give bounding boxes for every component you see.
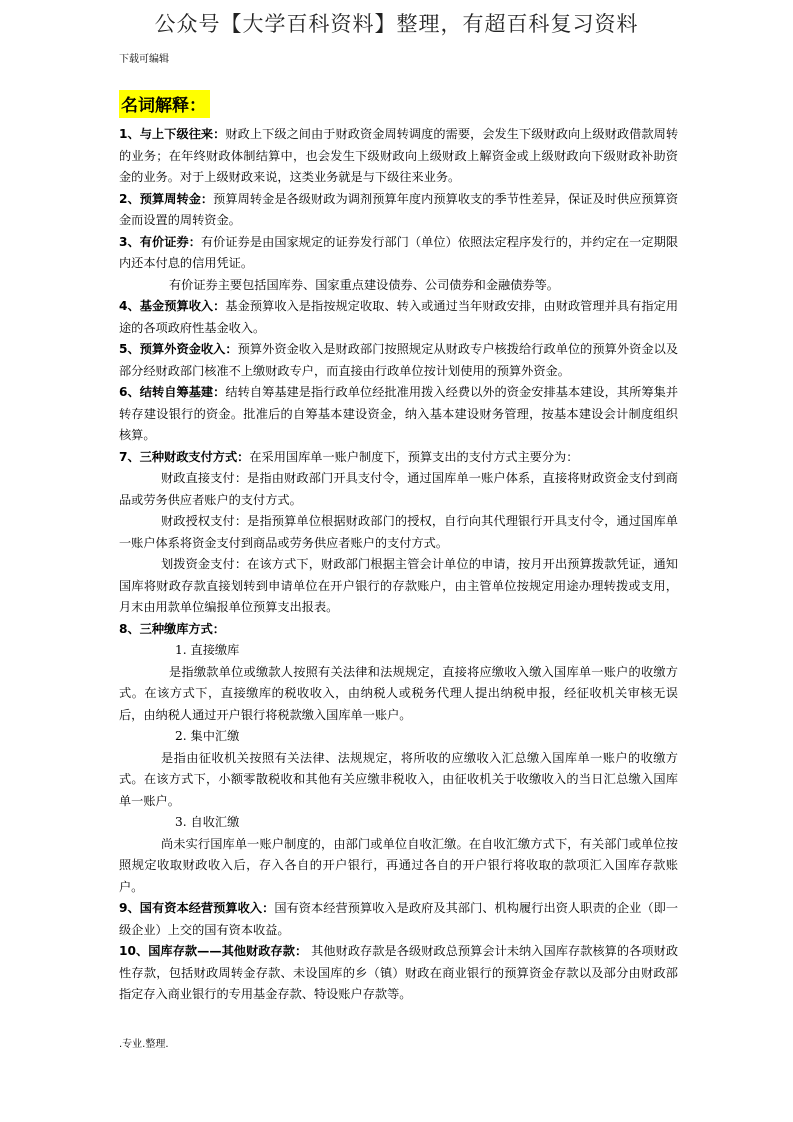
item-2 [119, 189, 678, 232]
section-heading: 名词解释： [119, 90, 210, 118]
item-7 [119, 447, 678, 469]
item-1 [119, 124, 678, 189]
editable-note: 下载可编辑 [119, 54, 169, 65]
definition: 预算周转金是各级财政为调剂预算年度内预算收支的季节性差异，保证及时供应预算资金而设置的周转资金。 [119, 191, 679, 227]
term: 8、三种缴库方式： [119, 621, 225, 636]
deposit-title-3: 3. 自收汇缴 [175, 815, 240, 829]
deposit-title-1: 1. 直接缴库 [175, 643, 240, 657]
deposit-text-3: 尚未实行国库单一账户制度的，由部门或单位自收汇缴。在自收汇缴方式下，有关部门或单位按照规定收取财政收入后，存入各自的开户银行，再通过各自的开户银行将收取的款项汇入国库存款账户。 [119, 836, 678, 894]
term: 2、预算周转金： [119, 191, 214, 206]
securities-note: 有价证券主要包括国库券、国家重点建设债券、公司债券和金融债券等。 [169, 277, 559, 292]
term: 10、国库存款——其他财政存款： [119, 944, 308, 958]
document-body [119, 124, 678, 1006]
deposit-text-1: 是指缴款单位或缴款人按照有关法律和法规规定，直接将应缴收入缴入国库单一账户的收缴方式。在该方式下，直接缴库的税收收入，由纳税人或税务代理人提出纳税申报，经征收机关审核无误后，由纳税人通过开户银行将税款缴入国库单一账户。 [119, 664, 678, 722]
payment-direct: 财政直接支付：是指由财政部门开具支付令，通过国库单一账户体系，直接将财政资金支付到商品或劳务供应者账户的支付方式。 [119, 471, 678, 507]
item-5 [119, 339, 678, 382]
definition: 基金预算收入是指按规定收取、转入或通过当年财政安排，由财政管理并具有指定用途的各项政府性基金收入。 [119, 299, 679, 335]
page-header: 公众号【大学百科资料】整理，有超百科复习资料 [154, 12, 639, 36]
item-8 [119, 619, 678, 641]
payment-transfer: 划拨资金支付：在该方式下，财政部门根据主管会计单位的申请，按月开出预算拨款凭证，通知国库将财政存款直接划转到申请单位在开户银行的存款账户，由主管单位按规定用途办理转拨或支用，月末由用款单位编报单位预算支出报表。 [119, 557, 678, 614]
page-footer: .专业.整理. [119, 1039, 169, 1050]
definition: 有价证券是由国家规定的证券发行部门（单位）依照法定程序发行的，并约定在一定期限内还本付息的信用凭证。 [119, 234, 679, 270]
deposit-text-2: 是指由征收机关按照有关法律、法规规定，将所收的应缴收入汇总缴入国库单一账户的收缴方式。在该方式下，小额零散税收和其他有关应缴非税收入，由征收机关于收缴收入的当日汇总缴入国库单一账户。 [119, 750, 678, 808]
definition: 预算外资金收入是财政部门按照规定从财政专户核拨给行政单位的预算外资金以及部分经财政部门核准不上缴财政专户，而直接由行政单位按计划使用的预算外资金。 [119, 342, 679, 378]
definition: 财政上下级之间由于财政资金周转调度的需要，会发生下级财政向上级财政借款周转的业务；在年终财政体制结算中，也会发生下级财政向上级财政上解资金或上级财政向下级财政补助资金的业务。对于上级财政来说，这类业务就是与下级往来业务。 [119, 127, 679, 184]
item-10 [119, 941, 678, 1006]
term: 7、三种财政支付方式： [119, 449, 250, 464]
definition: 国有资本经营预算收入是政府及其部门、机构履行出资人职责的企业（即一级企业）上交的国有资本收益。 [119, 901, 679, 937]
item-4 [119, 296, 678, 339]
term: 9、国有资本经营预算收入： [119, 901, 275, 915]
definition: 在采用国库单一账户制度下，预算支出的支付方式主要分为： [249, 449, 579, 464]
term: 1、与上下级往来： [119, 127, 226, 141]
definition: 其他财政存款是各级财政总预算会计未纳入国库存款核算的各项财政性存款，包括财政周转金存款、未设国库的乡（镇）财政在商业银行的预算资金存款以及部分由财政部指定存入商业银行的专用基金存款、特设账户存款等。 [119, 944, 679, 1001]
term: 6、结转自筹基建： [119, 385, 226, 399]
item-3 [119, 232, 678, 275]
deposit-title-2: 2. 集中汇缴 [175, 729, 240, 743]
term: 3、有价证券： [119, 234, 201, 249]
item-6 [119, 382, 678, 447]
item-9 [119, 898, 678, 941]
term: 4、基金预算收入： [119, 299, 226, 313]
payment-authorized: 财政授权支付：是指预算单位根据财政部门的授权，自行向其代理银行开具支付令，通过国库单一账户体系将资金支付到商品或劳务供应者账户的支付方式。 [119, 514, 678, 550]
term: 5、预算外资金收入： [119, 342, 238, 356]
definition: 结转自筹基建是指行政单位经批准用拨入经费以外的资金安排基本建设，其所筹集并转存建设银行的资金。批准后的自筹基本建设资金，纳入基本建设财务管理，按基本建设会计制度组织核算。 [119, 385, 679, 442]
